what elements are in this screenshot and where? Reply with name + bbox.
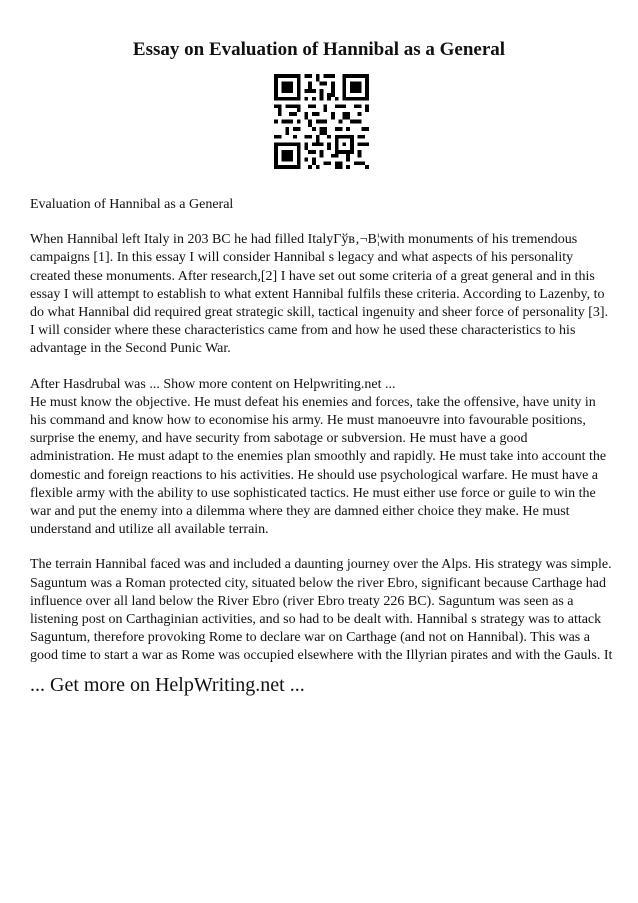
paragraph-criteria: He must know the objective. He must defeat his enemies and forces, take the offensive, have unity in his command and know how to economise his army. He must manoeuvre into favourable positions, surprise the enemy, and have security from sabotage or subversion. He must have a good administration. He must adapt to the enemies plan smoothly and rapidly. He must take into account the domestic and foreign reactions to his activities. He should use psychological warfare. He must have a flexible army with the ability to use sophisticated tactics. He must either use force or guile to win the war and put the enemy into a dilemma where they are damned either choice they make. He must understand and utilize all available terrain.: [30, 394, 607, 538]
document-title: Essay on Evaluation of Hannibal as a General: [132, 39, 506, 60]
show-more-line: After Hasdrubal was ... Show more content on Helpwriting.net ...: [30, 376, 396, 392]
essay-body: [30, 196, 614, 683]
paragraph-terrain: The terrain Hannibal faced was and included a daunting journey over the Alps. His strategy was simple. Saguntum was a Roman protected city, situated below the river Ebro, significant because Carthage had influence over all land below the River Ebro (river Ebro treaty 226 BC). Saguntum was seen as a listening post on Carthaginian activities, and so had to be dealt with. Hannibal s strategy was to attack Saguntum, therefore provoking Rome to declare war on Carthage (and not on Hannibal). This was a good time to start a war as Rome was occupied elsewhere with the Illyrian pirates and with the Gauls. It: [30, 557, 613, 664]
qr-code-icon: [274, 74, 369, 169]
essay-subtitle: Evaluation of Hannibal as a General: [30, 197, 234, 212]
get-more-link[interactable]: ... Get more on HelpWriting.net ...: [30, 674, 305, 696]
paragraph-intro: When Hannibal left Italy in 203 BC he had filled ItalyГўв‚¬В¦with monuments of his tremendous campaigns [1]. In this essay I will consider Hannibal s legacy and what aspects of his personality created these monuments. After research,[2] I have set out some criteria of a great general and in this essay I will attempt to establish to what extent Hannibal fulfils these criteria. According to Lazenby, to do what Hannibal did required great strategic skill, tactical ingenuity and sheer force of personality [3]. I will consider where these characteristics came from and how he used these characteristics to his advantage in the Second Punic War.: [30, 232, 609, 357]
